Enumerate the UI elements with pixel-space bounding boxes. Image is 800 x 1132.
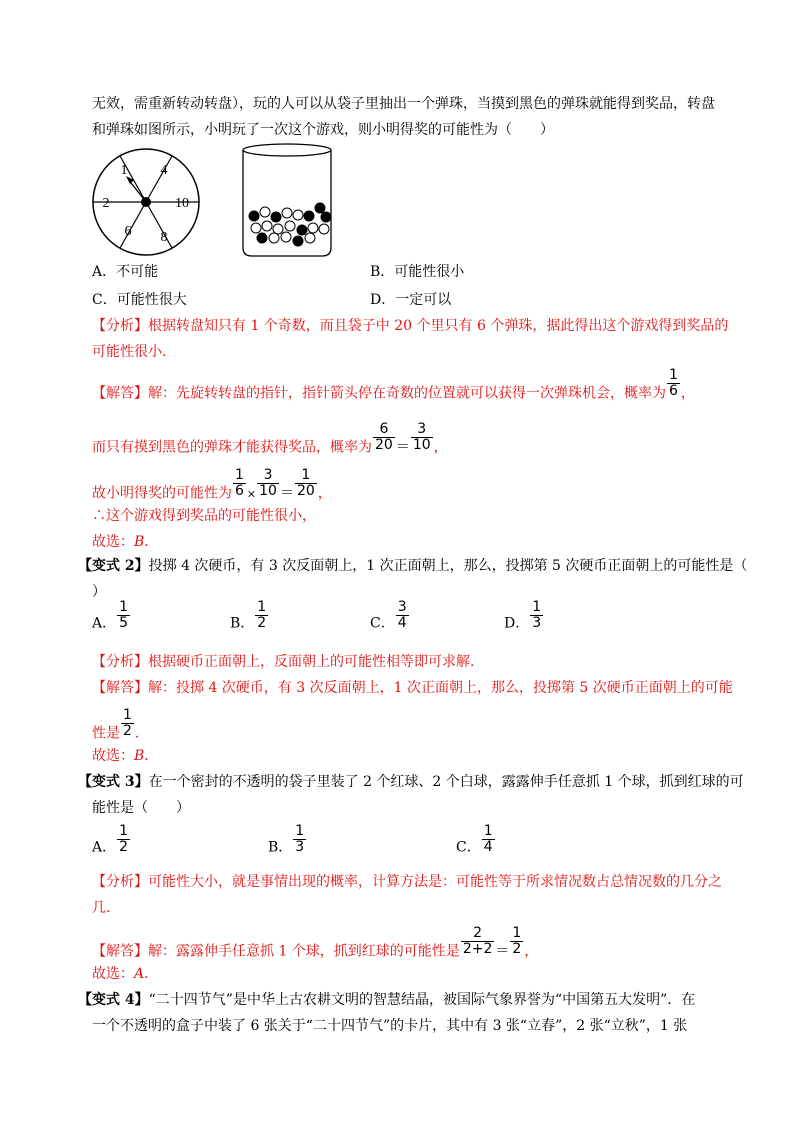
punctuation: ． bbox=[144, 748, 159, 764]
fraction-denominator: 2+2 bbox=[462, 941, 493, 957]
analysis-line bbox=[92, 316, 728, 336]
analysis-tag: 【分析】 bbox=[92, 318, 148, 334]
fraction-numerator: 1 bbox=[295, 823, 305, 839]
answer-line bbox=[92, 678, 733, 698]
option-d bbox=[504, 599, 544, 639]
punctuation: ， bbox=[524, 943, 539, 960]
punctuation: ， bbox=[680, 385, 695, 402]
option-label: A． bbox=[92, 615, 117, 632]
option-a bbox=[92, 823, 131, 863]
punctuation: . bbox=[134, 725, 140, 742]
option-c bbox=[456, 823, 496, 863]
times-sign: × bbox=[246, 487, 257, 501]
option-a bbox=[92, 599, 131, 639]
fraction-denominator: 5 bbox=[119, 615, 129, 631]
question-text: 在一个密封的不透明的袋子里装了 2 个红球、2 个白球，露露伸手任意抓 1 个球，抓到红球的可 bbox=[148, 774, 744, 790]
fraction bbox=[255, 600, 268, 631]
answer-line: 故小明得奖的可能性为 $\frac{1}{6}$ × $\frac{3}{10}$ ＝ $\frac{1}{20}$ ， bbox=[92, 467, 332, 502]
question-text-line: ） bbox=[92, 584, 106, 600]
fraction-denominator: 4 bbox=[397, 615, 407, 631]
variant-tag: 【变式 2】 bbox=[78, 558, 149, 574]
fraction-numerator: 1 bbox=[512, 925, 522, 941]
variant-4-question bbox=[78, 990, 695, 1010]
question-text-line: 和弹珠如图所示，小明玩了一次这个游戏，则小明得奖的可能性为（ ） bbox=[92, 122, 554, 138]
fraction-denominator: 10 bbox=[259, 483, 277, 499]
fraction-numerator: 1 bbox=[235, 467, 244, 483]
choice-line bbox=[92, 532, 158, 552]
fraction bbox=[396, 600, 409, 631]
fraction bbox=[461, 926, 495, 957]
question-text: 投掷 4 次硬币，有 3 次反面朝上，1 次正面朝上，那么，投掷第 5 次硬币正面朝上的可能性是（ bbox=[148, 558, 748, 574]
fraction-denominator: 6 bbox=[669, 383, 678, 399]
answer-tag: 【解答】 bbox=[92, 680, 148, 696]
spinner-number: 2 bbox=[102, 196, 110, 211]
equals-sign: ＝ bbox=[495, 943, 510, 960]
fraction-numerator: 3 bbox=[417, 421, 427, 437]
spinner-number: 6 bbox=[124, 224, 132, 239]
fraction-numerator: 1 bbox=[301, 467, 311, 483]
answer-tag: 【解答】 bbox=[92, 385, 148, 402]
fraction-denominator: 2 bbox=[123, 723, 132, 739]
punctuation: ． bbox=[144, 534, 159, 550]
fraction bbox=[257, 468, 279, 499]
fraction-numerator: 1 bbox=[119, 599, 129, 615]
fraction bbox=[373, 422, 395, 453]
option-c: C．可能性很大 bbox=[92, 292, 187, 308]
fraction-numerator: 1 bbox=[123, 707, 132, 723]
fraction-denominator: 3 bbox=[532, 615, 542, 631]
fraction-denominator: 4 bbox=[483, 839, 493, 855]
fraction-numerator: 1 bbox=[257, 599, 267, 615]
equals-sign: ＝ bbox=[395, 439, 410, 456]
analysis-text: 可能性大小，就是事情出现的概率，计算方法是：可能性等于所求情况数占总情况数的几分之 bbox=[148, 874, 722, 890]
fraction bbox=[295, 468, 317, 499]
question-text-line: 一个不透明的盒子中装了 6 张关于“二十四节气”的卡片，其中有 3 张“立春”，2 张“立秋”，1 张 bbox=[92, 1018, 688, 1034]
option-b: B．可能性很小 bbox=[370, 264, 465, 280]
fraction-numerator: 3 bbox=[397, 599, 407, 615]
choice-line bbox=[92, 964, 158, 984]
marble-jar-figure bbox=[240, 140, 340, 262]
analysis-line bbox=[92, 652, 474, 672]
fraction bbox=[482, 824, 495, 855]
fraction bbox=[510, 926, 523, 957]
spinner-number: 1 bbox=[120, 163, 128, 178]
fraction bbox=[117, 824, 130, 855]
spinner-number: 4 bbox=[160, 163, 168, 178]
answer-text: 性是 bbox=[92, 725, 120, 742]
analysis-text: 根据硬币正面朝上，反面朝上的可能性相等即可求解. bbox=[148, 654, 475, 670]
fraction bbox=[530, 600, 543, 631]
answer-line: ∴这个游戏得到奖品的可能性很小， bbox=[92, 508, 316, 524]
fraction-denominator: 6 bbox=[235, 483, 244, 499]
option-b bbox=[268, 823, 307, 863]
spinner-number: 8 bbox=[160, 230, 168, 245]
answer-text: 解：露露伸手任意抓 1 个球，抓到红球的可能性是 bbox=[148, 943, 460, 960]
option-label: B． bbox=[230, 615, 255, 632]
fraction-numerator: 3 bbox=[263, 467, 273, 483]
variant-2-question bbox=[78, 556, 747, 576]
choice-line bbox=[92, 746, 158, 766]
answer-text: 而只有摸到黑色的弹珠才能获得奖品，概率为 bbox=[92, 439, 372, 456]
fraction-denominator: 2 bbox=[257, 615, 267, 631]
answer-tag: 【解答】 bbox=[92, 943, 148, 960]
fraction-numerator: 6 bbox=[379, 421, 389, 437]
fraction-denominator: 2 bbox=[119, 839, 129, 855]
variant-3-question bbox=[78, 772, 744, 792]
option-label: C． bbox=[370, 615, 395, 632]
fraction-numerator: 1 bbox=[669, 367, 678, 383]
analysis-line: 可能性很小. bbox=[92, 344, 167, 360]
variant-tag: 【变式 4】 bbox=[78, 992, 149, 1008]
question-text-line: 能性是（ ） bbox=[92, 800, 190, 816]
answer-line bbox=[92, 707, 140, 749]
option-c bbox=[370, 599, 410, 639]
choice-label: 故选： bbox=[92, 534, 134, 550]
fraction bbox=[411, 422, 433, 453]
choice-label: 故选： bbox=[92, 748, 134, 764]
choice-value: A bbox=[134, 966, 145, 982]
fraction-numerator: 1 bbox=[119, 823, 129, 839]
fraction bbox=[293, 824, 306, 855]
analysis-text: 根据转盘知只有 1 个奇数，而且袋子中 20 个里只有 6 个弹珠，据此得出这个游戏得到奖品的 bbox=[148, 318, 729, 334]
option-b bbox=[230, 599, 269, 639]
analysis-line: 几. bbox=[92, 900, 111, 916]
fraction-denominator: 3 bbox=[295, 839, 305, 855]
analysis-tag: 【分析】 bbox=[92, 874, 148, 890]
choice-label: 故选： bbox=[92, 966, 134, 982]
punctuation: ， bbox=[433, 439, 448, 456]
fraction bbox=[667, 368, 680, 399]
option-label: D． bbox=[504, 615, 530, 632]
question-text: “二十四节气”是中华上古农耕文明的智慧结晶，被国际气象界誉为“中国第五大发明”．在 bbox=[148, 992, 696, 1008]
fraction-numerator: 1 bbox=[532, 599, 542, 615]
fraction bbox=[233, 468, 246, 499]
option-a: A．不可能 bbox=[92, 264, 159, 280]
spinner-figure bbox=[90, 145, 210, 263]
fraction-denominator: 2 bbox=[512, 941, 522, 957]
fraction-denominator: 20 bbox=[296, 483, 315, 499]
fraction-denominator: 10 bbox=[412, 437, 431, 453]
variant-tag: 【变式 3】 bbox=[78, 774, 149, 790]
choice-value: B bbox=[134, 534, 145, 550]
answer-line bbox=[92, 421, 448, 463]
option-label: A． bbox=[92, 839, 117, 856]
analysis-tag: 【分析】 bbox=[92, 654, 148, 670]
option-d: D．一定可以 bbox=[370, 292, 452, 308]
fraction-numerator: 1 bbox=[483, 823, 493, 839]
answer-text: 解：投掷 4 次硬币，有 3 次反面朝上，1 次正面朝上，那么，投掷第 5 次硬币正面朝上的可能 bbox=[148, 680, 733, 696]
analysis-line bbox=[92, 872, 722, 892]
fraction-denominator: 20 bbox=[375, 437, 393, 453]
spinner-number: 10 bbox=[175, 196, 189, 211]
choice-value: B bbox=[134, 748, 145, 764]
equals-sign: ＝ bbox=[279, 485, 294, 502]
punctuation: ． bbox=[144, 966, 159, 982]
answer-text: 故小明得奖的可能性为 bbox=[92, 485, 232, 502]
fraction bbox=[121, 708, 134, 739]
option-label: B． bbox=[268, 839, 293, 856]
answer-line bbox=[92, 367, 695, 409]
fraction bbox=[117, 600, 130, 631]
answer-text: 解：先旋转转盘的指针，指针箭头停在奇数的位置就可以获得一次弹珠机会，概率为 bbox=[148, 385, 666, 402]
fraction-numerator: 2 bbox=[473, 925, 483, 941]
option-label: C． bbox=[456, 839, 481, 856]
question-text-line: 无效，需重新转动转盘），玩的人可以从袋子里抽出一个弹珠，当摸到黑色的弹珠就能得到奖品，转盘 bbox=[92, 96, 715, 112]
answer-line bbox=[92, 925, 539, 967]
